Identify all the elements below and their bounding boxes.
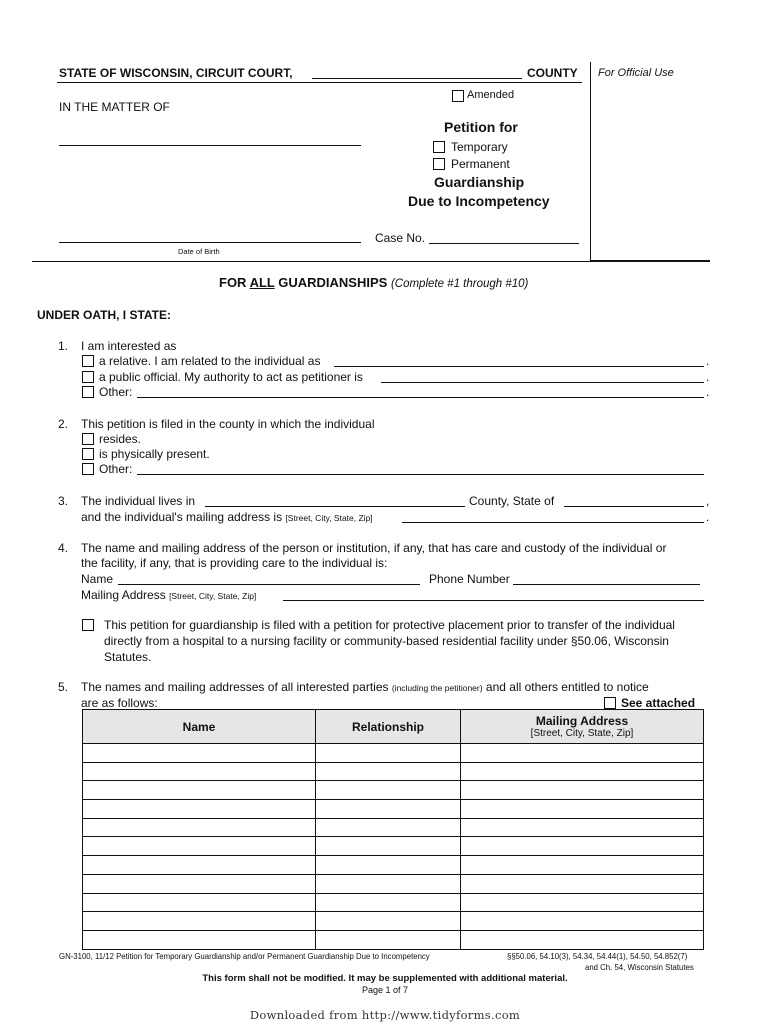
item3-comma: , [706,494,710,508]
item3-county-field[interactable] [205,506,465,507]
item2-other-label: Other: [99,462,133,476]
mailing-address-cell[interactable] [461,781,704,800]
item3-mailing-text: and the individual's mailing address is [81,510,283,524]
item1-official-label: a public official. My authority to act as petitioner is [99,370,363,384]
header-mailing-hint: [Street, City, State, Zip] [530,728,634,739]
name-cell[interactable] [83,762,316,781]
court-label: STATE OF WISCONSIN, CIRCUIT COURT, [59,66,293,80]
item4-addr-hint: [Street, City, State, Zip] [169,591,257,601]
item4-mailing-field[interactable] [283,600,704,601]
incompetency-title: Due to Incompetency [408,193,550,209]
protective-placement-checkbox[interactable] [82,619,94,631]
title-pre: FOR [219,275,250,290]
table-row [83,912,704,931]
item2-text: This petition is filed in the county in which the individual [81,417,375,431]
table-row [83,818,704,837]
temporary-label: Temporary [451,140,508,154]
item4-mailing-label [81,588,256,602]
item1-official-field[interactable] [381,382,704,383]
mailing-address-cell[interactable] [461,856,704,875]
table-row [83,874,704,893]
item4-mailing-text: Mailing Address [81,588,166,602]
name-cell[interactable] [83,781,316,800]
item1-other-checkbox[interactable] [82,386,94,398]
statutes-line1: §§50.06, 54.10(3), 54.34, 54.44(1), 54.50, 54.852(7) [507,952,688,961]
table-row [83,744,704,763]
table-row [83,762,704,781]
see-attached-label: See attached [621,696,696,710]
title-all: ALL [249,275,275,290]
no-modify-notice: This form shall not be modified. It may be supplemented with additional material. [202,973,568,984]
table-row [83,856,704,875]
table-header-row [83,710,704,744]
temporary-checkbox[interactable] [433,141,445,153]
relationship-cell[interactable] [316,930,461,949]
title-note: (Complete #1 through #10) [390,278,529,290]
item5-number: 5. [58,680,69,694]
relationship-cell[interactable] [316,856,461,875]
item4-name-field[interactable] [118,584,420,585]
item1-dot-c: . [706,385,710,399]
name-cell[interactable] [83,856,316,875]
item5-text-a: The names and mailing addresses of all interested parties [81,680,389,694]
item1-text: I am interested as [81,339,177,353]
protective-line3: Statutes. [104,650,152,664]
mailing-address-cell[interactable] [461,837,704,856]
item2-present-label: is physically present. [99,447,210,461]
item3-mailing-field[interactable] [402,522,704,523]
mailing-address-cell[interactable] [461,874,704,893]
county-field[interactable] [312,78,522,79]
section-divider [32,261,710,262]
relationship-cell[interactable] [316,800,461,819]
relationship-cell[interactable] [316,818,461,837]
item1-dot-b: . [706,370,710,384]
header-rule [57,82,582,83]
title-post: GUARDIANSHIPS [274,275,388,290]
item3-addr-hint: [Street, City, State, Zip] [285,513,373,523]
relationship-cell[interactable] [316,781,461,800]
dob-field[interactable] [59,242,361,243]
matter-of-label: IN THE MATTER OF [59,100,170,114]
name-cell[interactable] [83,800,316,819]
download-link[interactable]: Downloaded from http://www.tidyforms.com [249,1008,521,1022]
relationship-cell[interactable] [316,744,461,763]
item3-lives-label: The individual lives in [81,494,196,508]
name-cell[interactable] [83,893,316,912]
official-use-label: For Official Use [598,67,674,79]
mailing-address-cell[interactable] [461,800,704,819]
mailing-address-cell[interactable] [461,930,704,949]
item1-official-checkbox[interactable] [82,371,94,383]
table-row [83,837,704,856]
table-row [83,781,704,800]
relationship-cell[interactable] [316,762,461,781]
item1-dot-a: . [706,354,710,368]
header-mailing-label: Mailing Address [535,714,629,728]
mailing-address-cell[interactable] [461,893,704,912]
item3-number: 3. [58,494,69,508]
table-row [83,893,704,912]
item2-other-checkbox[interactable] [82,463,94,475]
item4-name-label: Name [81,572,114,586]
item4-phone-field[interactable] [513,584,700,585]
item1-relative-field[interactable] [334,366,704,367]
see-attached-checkbox[interactable] [604,697,616,709]
matter-name-field[interactable] [59,145,361,146]
amended-label: Amended [467,89,515,101]
header-relationship: Relationship [316,710,461,744]
oath-label: UNDER OATH, I STATE: [37,308,171,322]
name-cell[interactable] [83,930,316,949]
item1-relative-checkbox[interactable] [82,355,94,367]
case-no-field[interactable] [429,243,579,244]
mailing-address-cell[interactable] [461,818,704,837]
page-number: Page 1 of 7 [361,985,409,995]
item2-other-field[interactable] [137,474,704,475]
header-name: Name [83,710,316,744]
interested-parties-table [82,709,704,950]
mailing-address-cell[interactable] [461,762,704,781]
item1-other-label: Other: [99,385,133,399]
permanent-label: Permanent [451,157,510,171]
form-id: GN-3100, 11/12 Petition for Temporary Guardianship and/or Permanent Guardianship Due to Incompetency [59,952,430,961]
county-label: COUNTY [527,66,578,80]
dob-label: Date of Birth [178,247,220,256]
mailing-address-cell[interactable] [461,912,704,931]
item5-line2: are as follows: [81,696,158,710]
name-cell[interactable] [83,912,316,931]
item5-line1 [81,680,649,694]
item2-present-checkbox[interactable] [82,448,94,460]
table-row [83,800,704,819]
relationship-cell[interactable] [316,893,461,912]
item5-text-b: and all others entitled to notice [485,680,649,694]
item2-resides-label: resides. [99,432,142,446]
relationship-cell[interactable] [316,912,461,931]
amended-checkbox[interactable] [452,90,464,102]
item4-phone-label: Phone Number [429,572,510,586]
item3-state-label: County, State of [469,494,555,508]
section-title [219,275,528,290]
protective-line2: directly from a hospital to a nursing facility or community-based residential facility under §50.06, Wisconsin [104,634,669,648]
item4-number: 4. [58,541,69,555]
name-cell[interactable] [83,818,316,837]
item2-resides-checkbox[interactable] [82,433,94,445]
item1-relative-label: a relative. I am related to the individual as [99,354,321,368]
table-row [83,930,704,949]
guardianship-title: Guardianship [434,174,525,190]
relationship-cell[interactable] [316,874,461,893]
protective-line1: This petition for guardianship is filed with a petition for protective placement prior to transfer of the individual [104,618,675,632]
header-mailing-address [461,710,704,744]
item1-number: 1. [58,339,69,353]
name-cell[interactable] [83,837,316,856]
item3-dot: . [706,510,710,524]
item5-paren: (including the petitioner) [391,683,483,693]
item1-other-field[interactable] [137,397,704,398]
mailing-address-cell[interactable] [461,744,704,763]
official-use-divider [590,62,591,260]
case-no-label: Case No. [375,231,426,245]
item4-line1: The name and mailing address of the person or institution, if any, that has care and custody of the individual or [81,541,667,555]
item3-state-field[interactable] [564,506,704,507]
name-cell[interactable] [83,744,316,763]
statutes-line2: and Ch. 54, Wisconsin Statutes [585,963,694,972]
relationship-cell[interactable] [316,837,461,856]
item4-line2: the facility, if any, that is providing care to the individual is: [81,556,388,570]
permanent-checkbox[interactable] [433,158,445,170]
name-cell[interactable] [83,874,316,893]
item3-mailing-label [81,510,373,524]
petition-for-title: Petition for [444,119,518,135]
item2-number: 2. [58,417,69,431]
